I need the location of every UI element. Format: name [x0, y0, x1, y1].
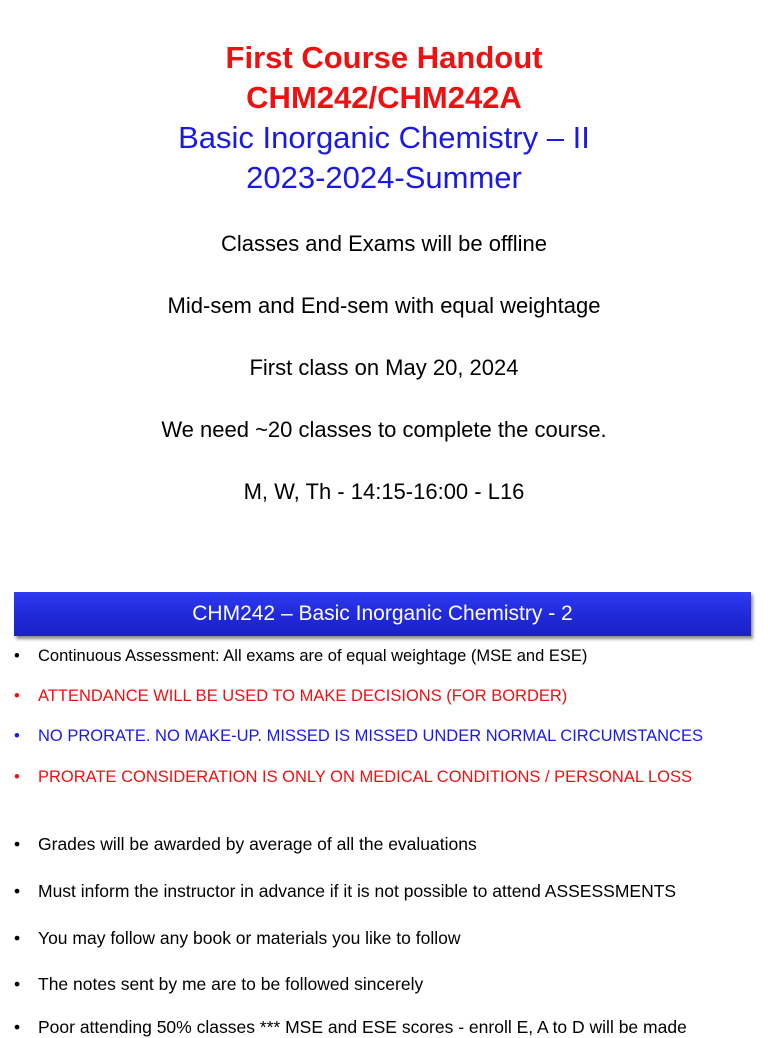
info-mode: Classes and Exams will be offline — [220, 231, 548, 256]
bullet-text: You may follow any book or materials you like to follow — [38, 928, 461, 948]
bullet-dot-icon: • — [14, 928, 21, 948]
bullet-text: ATTENDANCE WILL BE USED TO MAKE DECISIONS (FOR BORDER) — [38, 687, 568, 705]
bullet-item — [14, 685, 567, 707]
bullet-item — [14, 927, 460, 949]
bullet-text: NO PRORATE. NO MAKE-UP. MISSED IS MISSED UNDER NORMAL CIRCUMSTANCES — [38, 727, 703, 745]
course-term: 2023-2024-Summer — [246, 160, 522, 195]
section-banner: CHM242 – Basic Inorganic Chemistry - 2 — [14, 592, 751, 636]
course-code: CHM242/CHM242A — [246, 80, 522, 115]
bullet-text: Grades will be awarded by average of all the evaluations — [38, 834, 477, 854]
course-name: Basic Inorganic Chemistry – II — [178, 120, 590, 155]
bullet-item — [14, 833, 477, 855]
bullet-text: Continuous Assessment: All exams are of equal weightage (MSE and ESE) — [38, 647, 588, 665]
bullet-item — [14, 1016, 687, 1038]
course-info — [0, 227, 768, 537]
info-schedule: M, W, Th - 14:15-16:00 - L16 — [243, 479, 525, 504]
bullet-item — [14, 973, 423, 995]
info-first-class: First class on May 20, 2024 — [249, 355, 519, 380]
bullet-item — [14, 645, 587, 667]
bullet-dot-icon: • — [14, 727, 20, 745]
bullet-text: PRORATE CONSIDERATION IS ONLY ON MEDICAL CONDITIONS / PERSONAL LOSS — [38, 768, 693, 786]
bullet-text: Poor attending 50% classes *** MSE and ESE scores - enroll E, A to D will be made — [38, 1017, 687, 1037]
bullet-item — [14, 766, 692, 788]
info-class-count: We need ~20 classes to complete the course. — [161, 417, 607, 442]
bullet-dot-icon: • — [14, 647, 20, 665]
bullet-dot-icon: • — [14, 881, 21, 901]
bullet-dot-icon: • — [14, 834, 21, 854]
bullet-dot-icon: • — [14, 1017, 21, 1037]
bullet-text: Must inform the instructor in advance if it is not possible to attend ASSESSMENTS — [38, 881, 677, 901]
bullet-dot-icon: • — [14, 687, 20, 705]
bullet-text: The notes sent by me are to be followed sincerely — [38, 974, 424, 994]
bullet-item — [14, 880, 676, 902]
handout-title: First Course Handout — [225, 40, 543, 75]
bullet-dot-icon: • — [14, 768, 20, 786]
bullet-item — [14, 725, 703, 747]
title-block — [0, 38, 768, 198]
info-weightage: Mid-sem and End-sem with equal weightage — [167, 293, 601, 318]
bullet-dot-icon: • — [14, 974, 21, 994]
